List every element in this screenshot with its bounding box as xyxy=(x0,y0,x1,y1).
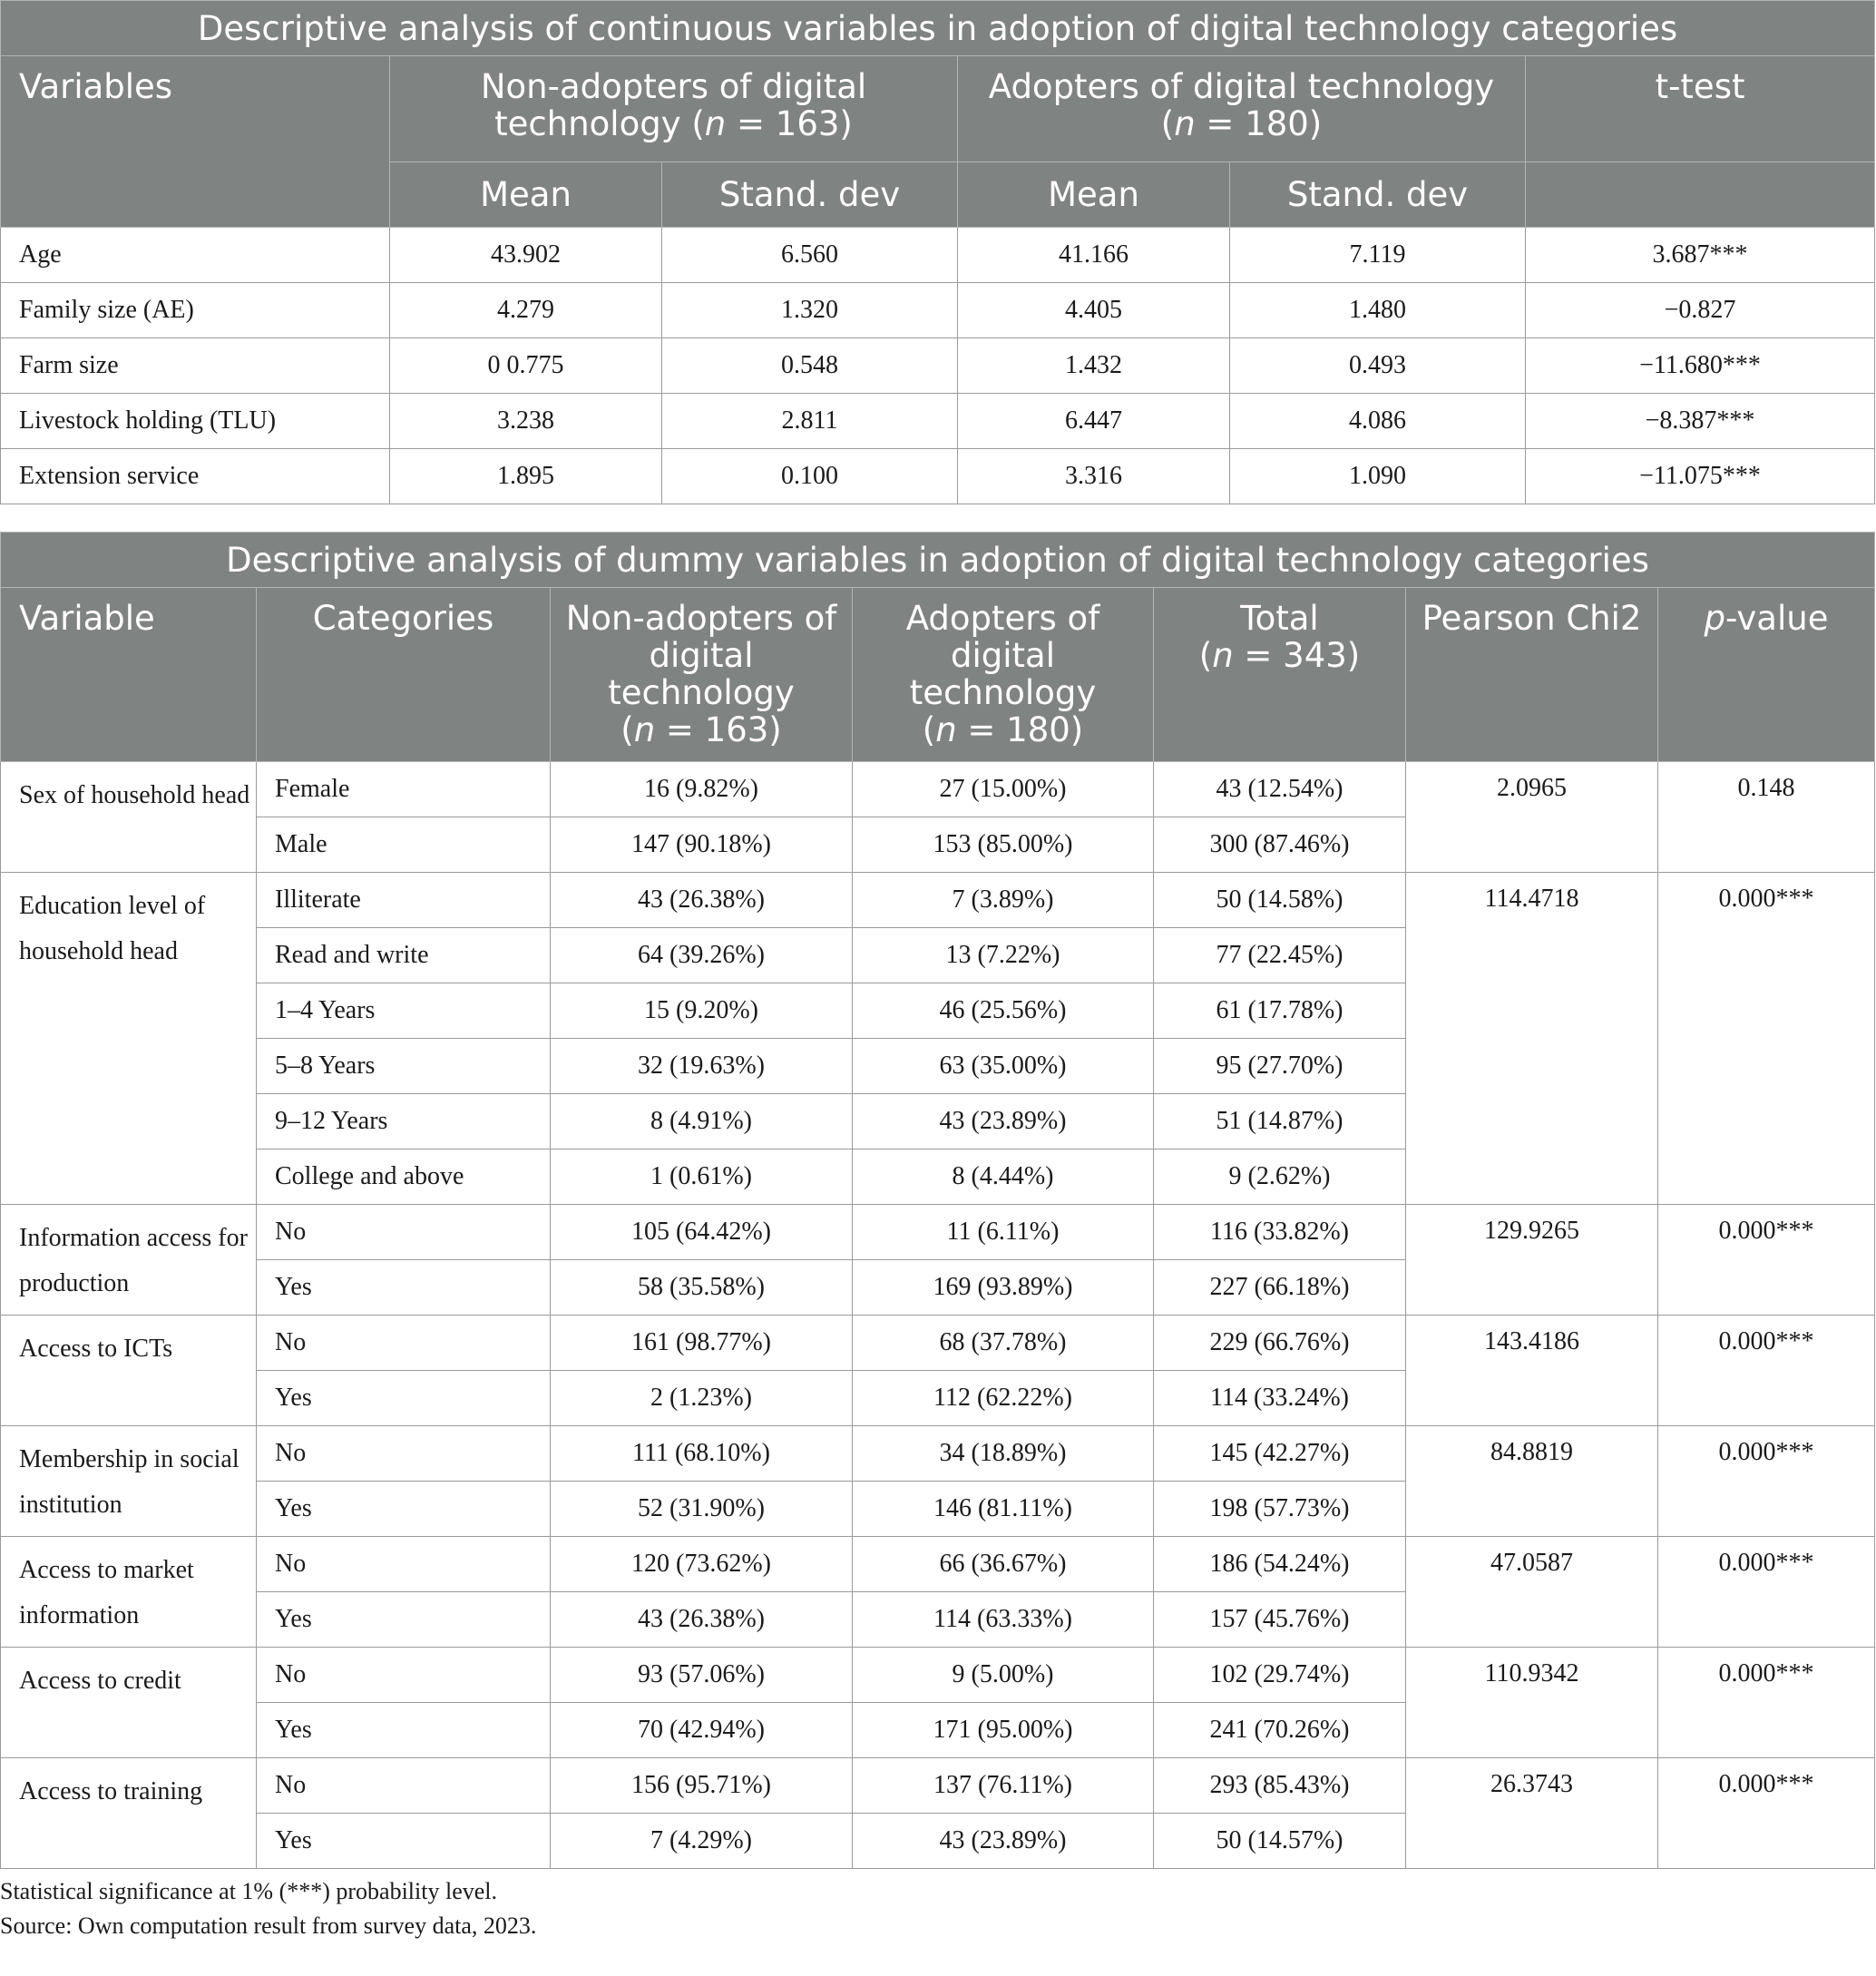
adopters-mean: 41.166 xyxy=(958,228,1230,283)
significance-note: Statistical significance at 1% (***) probability level. xyxy=(0,1878,498,1904)
non-adopters-mean: 0 0.775 xyxy=(390,338,662,394)
pearson-chi2-value: 114.4718 xyxy=(1406,873,1658,1205)
total-count: 9 (2.62%) xyxy=(1154,1149,1406,1205)
adopters-count: 63 (35.00%) xyxy=(853,1039,1154,1094)
category-label: No xyxy=(257,1537,551,1592)
table-row xyxy=(1,873,1875,928)
table2-title: Descriptive analysis of dummy variables in adoption of digital technology categories xyxy=(1,533,1875,588)
header-variables: Variables xyxy=(1,56,390,228)
category-label: Yes xyxy=(257,1371,551,1426)
adopters-std-dev: 0.493 xyxy=(1230,338,1526,394)
non-adopters-count: 147 (90.18%) xyxy=(551,817,853,873)
adopters-count: 153 (85.00%) xyxy=(853,817,1154,873)
total-count: 145 (42.27%) xyxy=(1154,1426,1406,1482)
variable-label: Access to credit xyxy=(1,1648,257,1758)
table-row xyxy=(1,1426,1875,1482)
t-test-value: −11.680*** xyxy=(1526,338,1875,394)
header-total: Total (n = 343) xyxy=(1154,588,1406,762)
non-adopters-std-dev: 0.100 xyxy=(662,449,958,504)
adopters-std-dev: 1.090 xyxy=(1230,449,1526,504)
variable-label: Age xyxy=(1,228,390,283)
total-count: 229 (66.76%) xyxy=(1154,1316,1406,1371)
adopters-count: 34 (18.89%) xyxy=(853,1426,1154,1482)
total-count: 43 (12.54%) xyxy=(1154,762,1406,817)
variable-label: Membership in social institution xyxy=(1,1426,257,1537)
adopters-mean: 3.316 xyxy=(958,449,1230,504)
p-value: 0.000*** xyxy=(1658,1316,1875,1426)
source-note: Source: Own computation result from survey data, 2023. xyxy=(0,1912,537,1939)
non-adopters-count: 32 (19.63%) xyxy=(551,1039,853,1094)
continuous-variables-table xyxy=(0,0,1875,504)
non-adopters-count: 64 (39.26%) xyxy=(551,928,853,983)
total-count: 198 (57.73%) xyxy=(1154,1482,1406,1537)
category-label: Male xyxy=(257,817,551,873)
header-ttest: t-test xyxy=(1526,56,1875,162)
total-count: 300 (87.46%) xyxy=(1154,817,1406,873)
category-label: Read and write xyxy=(257,928,551,983)
p-value: 0.000*** xyxy=(1658,1758,1875,1869)
non-adopters-std-dev: 6.560 xyxy=(662,228,958,283)
adopters-mean: 4.405 xyxy=(958,283,1230,338)
adopters-count: 9 (5.00%) xyxy=(853,1648,1154,1703)
non-adopters-count: 8 (4.91%) xyxy=(551,1094,853,1149)
p-value: 0.000*** xyxy=(1658,1205,1875,1316)
pearson-chi2-value: 110.9342 xyxy=(1406,1648,1658,1758)
variable-label: Access to ICTs xyxy=(1,1316,257,1426)
header-pearson-chi2: Pearson Chi2 xyxy=(1406,588,1658,762)
non-adopters-count: 156 (95.71%) xyxy=(551,1758,853,1814)
header-non-adopters: Non-adopters of digital technology (n = 163) xyxy=(551,588,853,762)
subheader-empty xyxy=(1526,162,1875,228)
non-adopters-count: 58 (35.58%) xyxy=(551,1260,853,1316)
adopters-count: 114 (63.33%) xyxy=(853,1592,1154,1648)
adopters-count: 7 (3.89%) xyxy=(853,873,1154,928)
total-count: 241 (70.26%) xyxy=(1154,1703,1406,1758)
total-count: 50 (14.58%) xyxy=(1154,873,1406,928)
table-notes xyxy=(0,1874,1874,1943)
table-row xyxy=(1,762,1875,817)
variable-label: Information access for production xyxy=(1,1205,257,1316)
adopters-count: 8 (4.44%) xyxy=(853,1149,1154,1205)
table-row xyxy=(1,1205,1875,1260)
pearson-chi2-value: 26.3743 xyxy=(1406,1758,1658,1869)
variable-label: Extension service xyxy=(1,449,390,504)
non-adopters-count: 16 (9.82%) xyxy=(551,762,853,817)
t-test-value: −0.827 xyxy=(1526,283,1875,338)
adopters-std-dev: 1.480 xyxy=(1230,283,1526,338)
pearson-chi2-value: 47.0587 xyxy=(1406,1537,1658,1648)
non-adopters-count: 105 (64.42%) xyxy=(551,1205,853,1260)
total-count: 61 (17.78%) xyxy=(1154,983,1406,1039)
category-label: No xyxy=(257,1205,551,1260)
adopters-count: 68 (37.78%) xyxy=(853,1316,1154,1371)
category-label: Yes xyxy=(257,1482,551,1537)
non-adopters-count: 2 (1.23%) xyxy=(551,1371,853,1426)
adopters-std-dev: 7.119 xyxy=(1230,228,1526,283)
table-row xyxy=(1,338,1875,394)
variable-label: Access to market information xyxy=(1,1537,257,1648)
table-row xyxy=(1,1316,1875,1371)
p-value: 0.000*** xyxy=(1658,1537,1875,1648)
category-label: 9–12 Years xyxy=(257,1094,551,1149)
non-adopters-count: 52 (31.90%) xyxy=(551,1482,853,1537)
dummy-variables-table xyxy=(0,532,1875,1869)
category-label: Yes xyxy=(257,1703,551,1758)
non-adopters-std-dev: 0.548 xyxy=(662,338,958,394)
total-count: 116 (33.82%) xyxy=(1154,1205,1406,1260)
header-categories: Categories xyxy=(257,588,551,762)
non-adopters-count: 43 (26.38%) xyxy=(551,873,853,928)
adopters-count: 11 (6.11%) xyxy=(853,1205,1154,1260)
category-label: No xyxy=(257,1758,551,1814)
non-adopters-count: 120 (73.62%) xyxy=(551,1537,853,1592)
total-count: 51 (14.87%) xyxy=(1154,1094,1406,1149)
t-test-value: 3.687*** xyxy=(1526,228,1875,283)
subheader-std-dev: Stand. dev xyxy=(1230,162,1526,228)
adopters-count: 43 (23.89%) xyxy=(853,1814,1154,1869)
header-variable: Variable xyxy=(1,588,257,762)
non-adopters-std-dev: 2.811 xyxy=(662,394,958,449)
non-adopters-count: 111 (68.10%) xyxy=(551,1426,853,1482)
adopters-count: 43 (23.89%) xyxy=(853,1094,1154,1149)
category-label: No xyxy=(257,1426,551,1482)
table-row xyxy=(1,1758,1875,1814)
non-adopters-count: 7 (4.29%) xyxy=(551,1814,853,1869)
adopters-count: 66 (36.67%) xyxy=(853,1537,1154,1592)
variable-label: Education level of household head xyxy=(1,873,257,1205)
pearson-chi2-value: 2.0965 xyxy=(1406,762,1658,873)
total-count: 77 (22.45%) xyxy=(1154,928,1406,983)
total-count: 50 (14.57%) xyxy=(1154,1814,1406,1869)
adopters-mean: 6.447 xyxy=(958,394,1230,449)
p-value: 0.000*** xyxy=(1658,1426,1875,1537)
total-count: 95 (27.70%) xyxy=(1154,1039,1406,1094)
p-value: 0.000*** xyxy=(1658,1648,1875,1758)
header-adopters: Adopters of digital technology (n = 180) xyxy=(958,56,1526,162)
total-count: 186 (54.24%) xyxy=(1154,1537,1406,1592)
variable-label: Access to training xyxy=(1,1758,257,1869)
non-adopters-mean: 43.902 xyxy=(390,228,662,283)
non-adopters-mean: 1.895 xyxy=(390,449,662,504)
non-adopters-count: 70 (42.94%) xyxy=(551,1703,853,1758)
category-label: Illiterate xyxy=(257,873,551,928)
table-row xyxy=(1,283,1875,338)
total-count: 157 (45.76%) xyxy=(1154,1592,1406,1648)
variable-label: Livestock holding (TLU) xyxy=(1,394,390,449)
total-count: 293 (85.43%) xyxy=(1154,1758,1406,1814)
category-label: Yes xyxy=(257,1592,551,1648)
total-count: 227 (66.18%) xyxy=(1154,1260,1406,1316)
table-row xyxy=(1,449,1875,504)
adopters-count: 112 (62.22%) xyxy=(853,1371,1154,1426)
adopters-count: 171 (95.00%) xyxy=(853,1703,1154,1758)
subheader-mean: Mean xyxy=(958,162,1230,228)
variable-label: Sex of household head xyxy=(1,762,257,873)
variable-label: Farm size xyxy=(1,338,390,394)
non-adopters-count: 15 (9.20%) xyxy=(551,983,853,1039)
category-label: 1–4 Years xyxy=(257,983,551,1039)
category-label: Yes xyxy=(257,1814,551,1869)
adopters-mean: 1.432 xyxy=(958,338,1230,394)
non-adopters-mean: 3.238 xyxy=(390,394,662,449)
non-adopters-std-dev: 1.320 xyxy=(662,283,958,338)
p-value: 0.148 xyxy=(1658,762,1875,873)
variable-label: Family size (AE) xyxy=(1,283,390,338)
pearson-chi2-value: 143.4186 xyxy=(1406,1316,1658,1426)
non-adopters-count: 161 (98.77%) xyxy=(551,1316,853,1371)
subheader-mean: Mean xyxy=(390,162,662,228)
table-row xyxy=(1,394,1875,449)
pearson-chi2-value: 129.9265 xyxy=(1406,1205,1658,1316)
non-adopters-mean: 4.279 xyxy=(390,283,662,338)
pearson-chi2-value: 84.8819 xyxy=(1406,1426,1658,1537)
header-adopters: Adopters of digital technology (n = 180) xyxy=(853,588,1154,762)
adopters-count: 27 (15.00%) xyxy=(853,762,1154,817)
t-test-value: −11.075*** xyxy=(1526,449,1875,504)
category-label: No xyxy=(257,1648,551,1703)
table-row xyxy=(1,1537,1875,1592)
table1-title: Descriptive analysis of continuous variables in adoption of digital technology categories xyxy=(1,1,1875,56)
adopters-count: 46 (25.56%) xyxy=(853,983,1154,1039)
total-count: 102 (29.74%) xyxy=(1154,1648,1406,1703)
adopters-count: 169 (93.89%) xyxy=(853,1260,1154,1316)
table-row xyxy=(1,1648,1875,1703)
category-label: 5–8 Years xyxy=(257,1039,551,1094)
table-row xyxy=(1,228,1875,283)
non-adopters-count: 1 (0.61%) xyxy=(551,1149,853,1205)
adopters-count: 146 (81.11%) xyxy=(853,1482,1154,1537)
category-label: No xyxy=(257,1316,551,1371)
category-label: Yes xyxy=(257,1260,551,1316)
total-count: 114 (33.24%) xyxy=(1154,1371,1406,1426)
non-adopters-count: 43 (26.38%) xyxy=(551,1592,853,1648)
header-non-adopters: Non-adopters of digital technology (n = 163) xyxy=(390,56,958,162)
adopters-count: 13 (7.22%) xyxy=(853,928,1154,983)
t-test-value: −8.387*** xyxy=(1526,394,1875,449)
adopters-count: 137 (76.11%) xyxy=(853,1758,1154,1814)
p-value: 0.000*** xyxy=(1658,873,1875,1205)
category-label: College and above xyxy=(257,1149,551,1205)
header-p-value: p-value xyxy=(1658,588,1875,762)
subheader-std-dev: Stand. dev xyxy=(662,162,958,228)
adopters-std-dev: 4.086 xyxy=(1230,394,1526,449)
non-adopters-count: 93 (57.06%) xyxy=(551,1648,853,1703)
category-label: Female xyxy=(257,762,551,817)
